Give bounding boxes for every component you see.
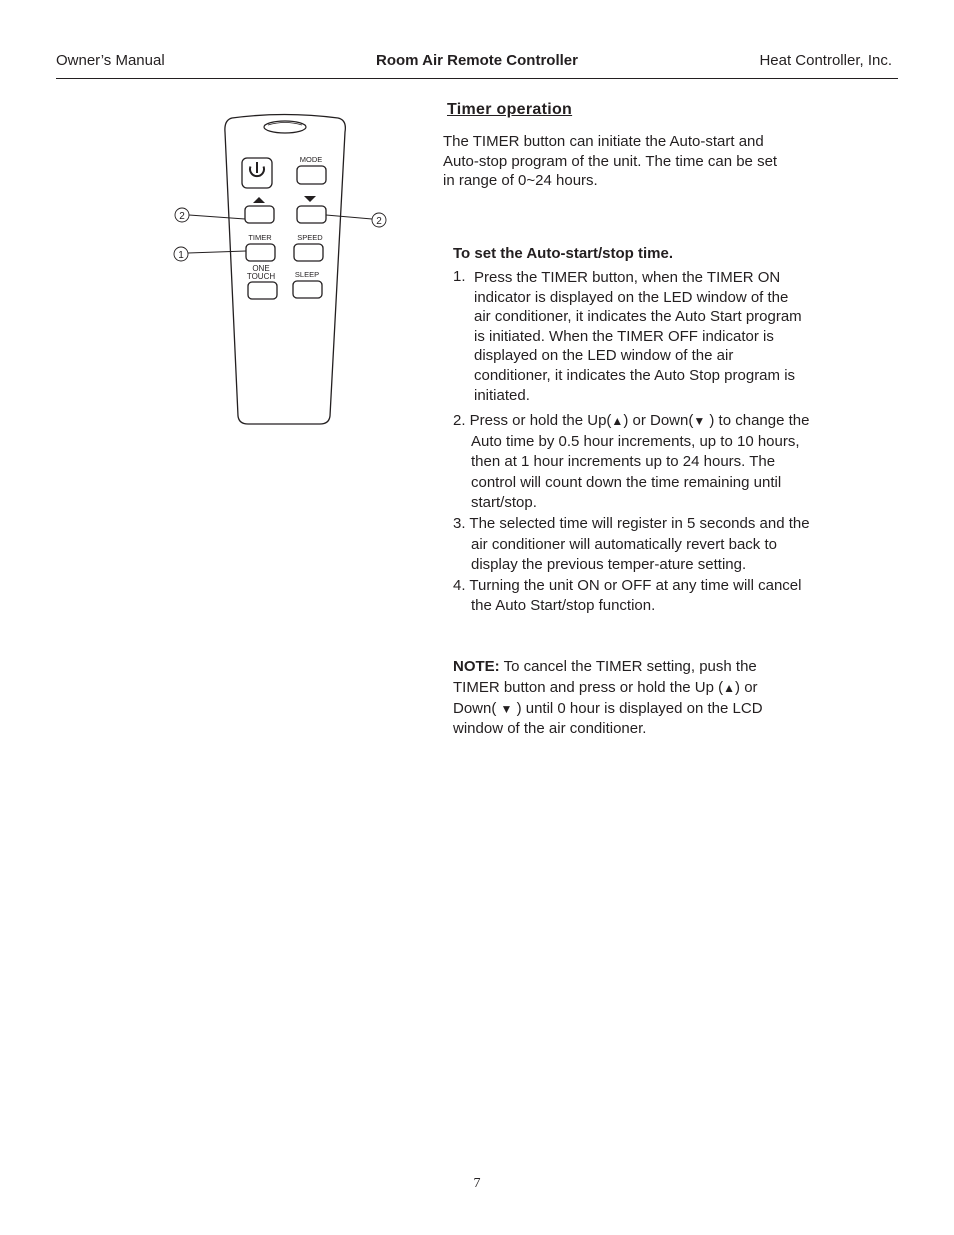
down-triangle-icon: ▼ <box>693 414 706 428</box>
svg-text:2: 2 <box>179 211 185 222</box>
touch-label: TOUCH <box>246 272 276 281</box>
up-button <box>245 206 274 223</box>
remote-illustration <box>170 112 400 432</box>
down-button <box>297 206 326 223</box>
mode-button <box>297 166 326 184</box>
step1-text: Press the TIMER button, when the TIMER ON indicator is displayed on the LED window of the air conditioner, it indicates the Auto Start program is initiated. When the TIMER OFF indicator is displayed on the LED window of the air conditioner, it indicates the Auto Stop program is initiated. <box>474 269 802 404</box>
timer-label: TIMER <box>248 233 272 242</box>
down-triangle-icon: ▼ <box>500 701 513 716</box>
intro-paragraph: The TIMER button can initiate the Auto-start and Auto-stop program of the unit. The time can be set in range of 0~24 hours. <box>443 133 778 190</box>
note-paragraph: NOTE: To cancel the TIMER setting, push the TIMER button and press or hold the Up (▲) or Down( ▼ ) until 0 hour is displayed on the LCD window of the air conditioner. <box>453 658 763 738</box>
down-arrow-icon <box>304 196 316 202</box>
sleep-button <box>293 281 322 298</box>
header-right: Heat Controller, Inc. <box>759 52 892 69</box>
header-title: Room Air Remote Controller <box>376 52 578 69</box>
speed-label: SPEED <box>297 233 323 242</box>
page-number: 7 <box>473 1176 481 1191</box>
header-left: Owner’s Manual <box>56 52 165 69</box>
step3: 3. The selected time will register in 5 seconds and the air conditioner will automatically revert back to display the previous temper-ature setting. <box>453 514 810 574</box>
svg-text:1: 1 <box>178 250 184 261</box>
timer-button <box>246 244 275 261</box>
speed-button <box>294 244 323 261</box>
step1-number: 1. <box>453 268 466 285</box>
step4: 4. Turning the unit ON or OFF at any time will cancel the Auto Start/stop function. <box>453 576 802 615</box>
section-title: Timer operation <box>447 101 573 118</box>
one-touch-button <box>248 282 277 299</box>
header-rule <box>56 78 898 79</box>
sleep-label: SLEEP <box>294 270 320 279</box>
note-label: NOTE: <box>453 658 500 675</box>
mode-label: MODE <box>299 155 323 164</box>
step2: 2. Press or hold the Up(▲) or Down(▼ ) to change the Auto time by 0.5 hour increments, up to 10 hours, then at 1 hour increments up to 24 hours. The control will count down the time remaining until start/stop. <box>453 412 810 512</box>
up-triangle-icon: ▲ <box>723 680 736 695</box>
svg-text:2: 2 <box>376 216 382 227</box>
steps-list <box>453 411 813 617</box>
one-label: ONE <box>252 264 270 273</box>
up-triangle-icon: ▲ <box>611 414 624 428</box>
power-icon <box>250 162 264 176</box>
subtitle: To set the Auto-start/stop time. <box>453 245 674 262</box>
up-arrow-icon <box>253 197 265 203</box>
